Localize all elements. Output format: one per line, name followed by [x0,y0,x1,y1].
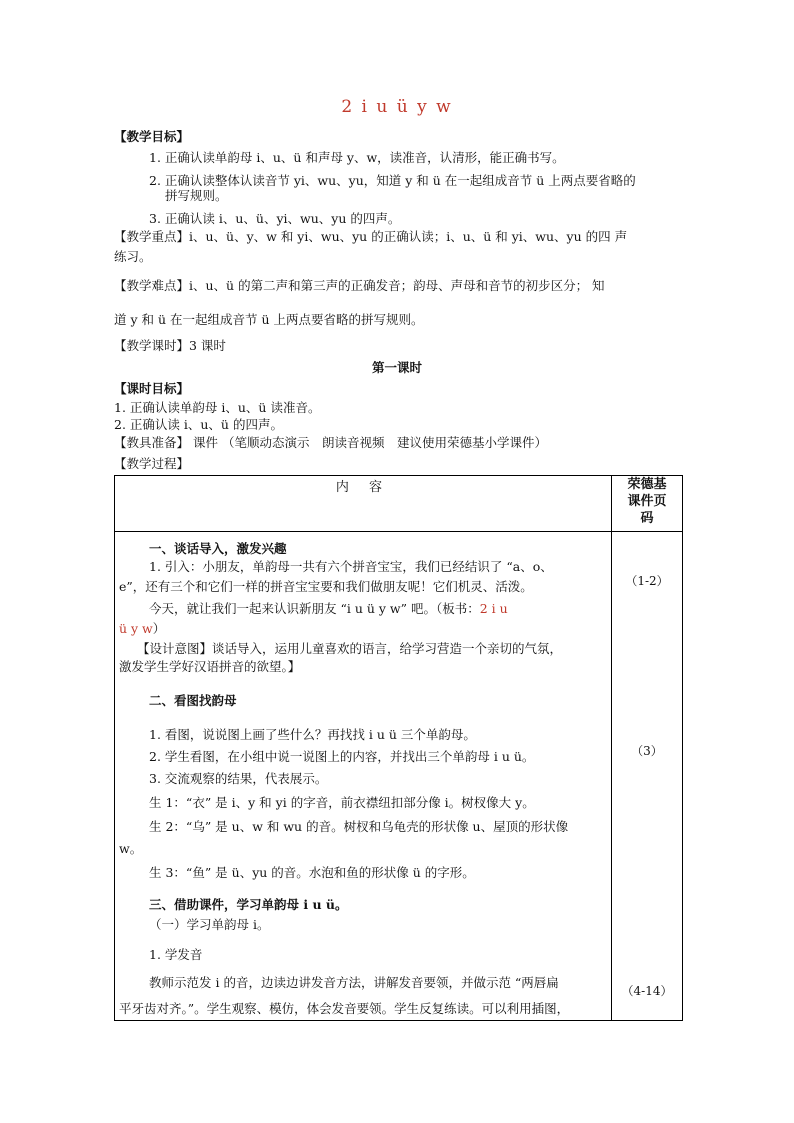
section-1-para-1a: 1. 引入：小朋友，单韵母一共有六个拼音宝宝，我们已经结识了 “a、o、 [149,559,553,574]
page-ref-2: （3） [631,744,663,758]
class-hours: 【教学课时】3 课时 [114,338,226,353]
process-table [114,475,683,1021]
section-2-student-2b: w。 [119,841,143,856]
page-header-line1: 荣德基 [627,477,667,492]
lesson-goal-2: 2. 正确认读 i、u、ü 的四声。 [114,417,283,432]
section-2-step-3: 3. 交流观察的结果，代表展示。 [149,771,328,786]
section-2-student-3: 生 3：“鱼” 是 ü、yu 的音。水泡和鱼的形状像 ü 的字形。 [149,865,475,880]
section-3-subtitle: （一）学习单韵母 i。 [149,917,270,932]
section-3-step-2a: 教师示范发 i 的音，边读边讲发音方法，讲解发音要领，并做示范 “两唇扁 [149,975,559,990]
lesson-goals-header: 【课时目标】 [114,381,190,396]
goal-item-3: 3. 正确认读 i、u、ü、yi、wu、yu 的四声。 [149,211,401,226]
design-intent-b: 激发学生学好汉语拼音的欲望。】 [119,659,301,674]
key-points-line1: 【教学重点】i、u、ü、y、w 和 yi、wu、yu 的正确认读；i、u、ü 和 yi、wu、yu 的四 声 [114,229,628,244]
section-1-para-2a [149,600,508,617]
process-header: 【教学过程】 [114,456,190,471]
tools-line: 【教具准备】 课件 （笔顺动态演示 朗读音视频 建议使用荣德基小学课件） [114,435,547,450]
page-column-header [612,476,683,532]
section-1-para-1b: e”，还有三个和它们一样的拼音宝宝要和我们做朋友呢！它们机灵、活泼。 [119,579,533,594]
key-points-line2: 练习。 [114,249,152,264]
page-ref-1: （1-2） [625,574,669,588]
section-2-title: 二、看图找韵母 [149,693,237,708]
lesson-title: 第一课时 [371,360,422,375]
page-header-line2: 课件页 [627,494,667,509]
section-1-title: 一、谈话导入，激发兴趣 [149,541,287,556]
section-1-para-2b [119,620,165,637]
section-2-step-2: 2. 学生看图，在小组中说一说图上的内容，并找出三个单韵母 i u ü。 [149,749,535,764]
content-cell [115,532,612,1021]
page-header-line3: 码 [640,511,654,526]
goal-item-1: 1. 正确认读单韵母 i、u、ü 和声母 y、w，读准音，认清形，能正确书写。 [149,150,565,165]
page-ref-3: （4-14） [621,984,673,998]
difficulties-line1: 【教学难点】i、u、ü 的第二声和第三声的正确发音；韵母、声母和音节的初步区分； 知 [114,278,605,293]
goals-header: 【教学目标】 [114,129,190,144]
page-cell [612,532,683,1021]
section-2-step-1: 1. 看图，说说图上画了些什么？再找找 i u ü 三个单韵母。 [149,727,476,742]
section-3-step-2b: 平牙齿对齐。”。学生观察、模仿，体会发音要领。学生反复练读。可以利用插图， [119,1001,570,1016]
section-3-title: 三、借助课件，学习单韵母 i u ü。 [149,897,348,912]
para-2b-end: ） [152,621,166,636]
difficulties-line2: 道 y 和 ü 在一起组成音节 ü 上两点要省略的拼写规则。 [114,312,424,327]
para-2a-text: 今天，就让我们一起来认识新朋友 “i u ü y w” 吧。（板书： [149,601,480,616]
section-2-student-1: 生 1：“衣” 是 i、y 和 yi 的字音，前衣襟纽扣部分像 i。树杈像大 y。 [149,795,535,810]
blackboard-text: 2 i u [479,601,508,616]
design-intent-a: 【设计意图】谈话导入，运用儿童喜欢的语言，给学习营造一个亲切的气氛， [137,641,563,656]
goal-item-2-cont: 拼写规则。 [165,188,228,203]
section-3-step-1: 1. 学发音 [149,947,203,962]
section-2-student-2a: 生 2：“乌” 是 u、w 和 wu 的音。树杈和乌龟壳的形状像 u、屋顶的形状像 [149,819,569,834]
page-title: 2 i u ü y w [341,97,453,117]
blackboard-text-cont: ü y w [119,621,153,636]
content-column-header: 内 容 [115,476,612,532]
goal-item-2: 2. 正确认读整体认读音节 yi、wu、yu，知道 y 和 ü 在一起组成音节 ü 上两点要省略的 [149,173,636,188]
lesson-goal-1: 1. 正确认读单韵母 i、u、ü 读准音。 [114,400,321,415]
